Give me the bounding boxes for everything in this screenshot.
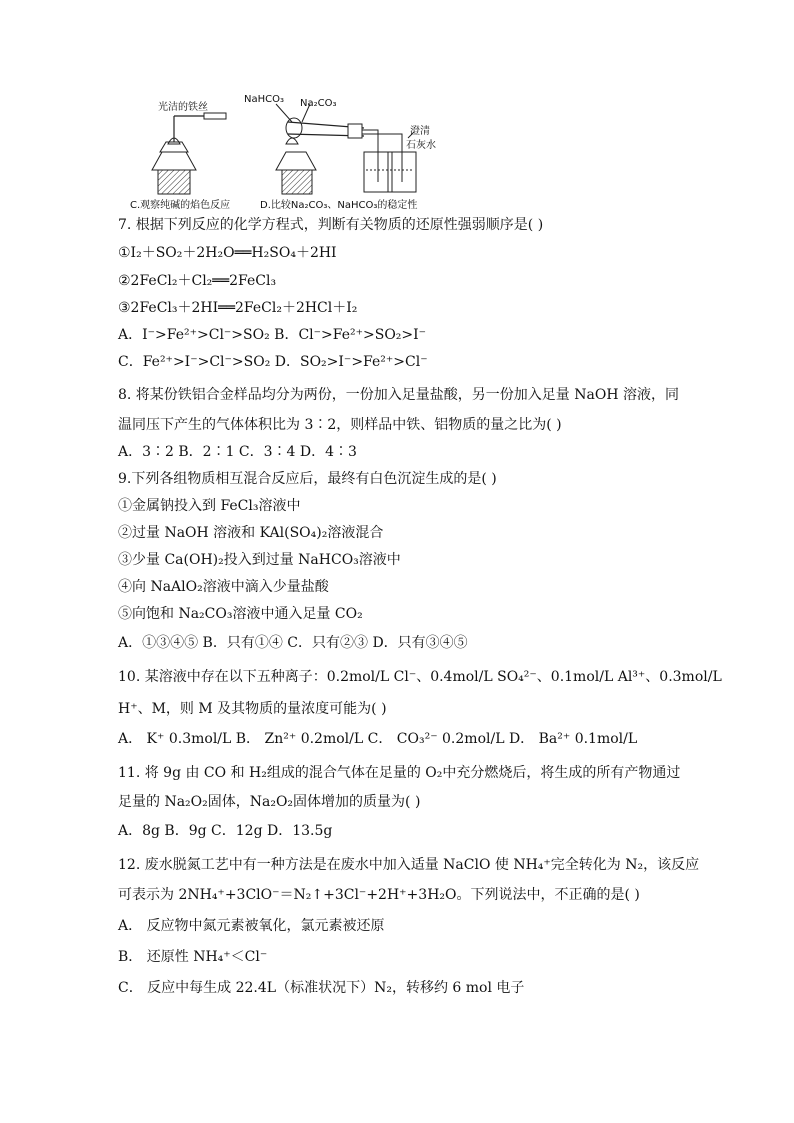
q7-stem: 7. 根据下列反应的化学方程式，判断有关物质的还原性强弱顺序是( ) bbox=[118, 217, 544, 233]
q11-stem-2: 足量的 Na₂O₂固体，Na₂O₂固体增加的质量为( ) bbox=[118, 794, 421, 810]
caption-d: D.比较Na₂CO₃、NaHCO₃的稳定性 bbox=[260, 200, 418, 211]
q9-item-1: ①金属钠投入到 FeCl₃溶液中 bbox=[118, 498, 301, 514]
q9-stem: 9.下列各组物质相互混合反应后，最终有白色沉淀生成的是( ) bbox=[118, 471, 497, 487]
q7-reaction-3: ③2FeCl₃＋2HI══2FeCl₂＋2HCl＋I₂ bbox=[118, 300, 358, 316]
label-nahco3: NaHCO₃ bbox=[244, 94, 284, 105]
apparatus-figure bbox=[116, 92, 436, 211]
label-iron-wire: 光洁的铁丝 bbox=[158, 102, 208, 113]
q10-stem-1: 10. 某溶液中存在以下五种离子：0.2mol/L Cl⁻、0.4mol/L SO₄²⁻、0.1mol/L Al³⁺、0.3mol/L bbox=[118, 669, 722, 685]
q7-options-ab: A．I⁻>Fe²⁺>Cl⁻>SO₂ B．Cl⁻>Fe²⁺>SO₂>I⁻ bbox=[118, 327, 427, 343]
q8-stem-2: 温同压下产生的气体体积比为 3∶2，则样品中铁、铝物质的量之比为( ) bbox=[118, 417, 562, 433]
q11-options: A．8g B．9g C．12g D．13.5g bbox=[118, 823, 333, 839]
flame-test-apparatus bbox=[152, 113, 226, 194]
q12-option-c: C． 反应中每生成 22.4L（标准状况下）N₂，转移约 6 mol 电子 bbox=[118, 980, 525, 996]
q9-item-4: ④向 NaAlO₂溶液中滴入少量盐酸 bbox=[118, 579, 329, 595]
q10-stem-2: H⁺、M，则 M 及其物质的量浓度可能为( ) bbox=[118, 701, 387, 717]
label-limewater-2: 石灰水 bbox=[406, 140, 436, 151]
q9-item-2: ②过量 NaOH 溶液和 KAl(SO₄)₂溶液混合 bbox=[118, 525, 384, 541]
q7-options-cd: C．Fe²⁺>I⁻>Cl⁻>SO₂ D．SO₂>I⁻>Fe²⁺>Cl⁻ bbox=[118, 354, 428, 370]
q9-options: A．①③④⑤ B．只有①④ C．只有②③ D．只有③④⑤ bbox=[118, 635, 468, 651]
q8-options: A．3∶2 B．2∶1 C．3∶4 D．4∶3 bbox=[118, 444, 357, 460]
q9-item-3: ③少量 Ca(OH)₂投入到过量 NaHCO₃溶液中 bbox=[118, 552, 401, 568]
q12-stem-1: 12. 废水脱氮工艺中有一种方法是在废水中加入适量 NaClO 使 NH₄⁺完全转化为 N₂，该反应 bbox=[118, 857, 700, 873]
q7-reaction-1: ①I₂＋SO₂＋2H₂O══H₂SO₄＋2HI bbox=[118, 245, 337, 261]
q12-stem-2: 可表示为 2NH₄⁺+3ClO⁻＝N₂↑+3Cl⁻+2H⁺+3H₂O。下列说法中，不正确的是( ) bbox=[118, 887, 640, 903]
q10-options: A． K⁺ 0.3mol/L B． Zn²⁺ 0.2mol/L C． CO₃²⁻ 0.2mol/L D． Ba²⁺ 0.1mol/L bbox=[118, 731, 638, 747]
label-na2co3: Na₂CO₃ bbox=[300, 98, 337, 109]
caption-c: C.观察纯碱的焰色反应 bbox=[130, 200, 231, 211]
stability-apparatus bbox=[276, 104, 416, 194]
q9-item-5: ⑤向饱和 Na₂CO₃溶液中通入足量 CO₂ bbox=[118, 606, 363, 622]
q11-stem-1: 11. 将 9g 由 CO 和 H₂组成的混合气体在足量的 O₂中充分燃烧后，将生成的所有产物通过 bbox=[118, 765, 681, 781]
q8-stem-1: 8. 将某份铁铝合金样品均分为两份，一份加入足量盐酸，另一份加入足量 NaOH 溶液，同 bbox=[118, 387, 679, 403]
q12-option-b: B． 还原性 NH₄⁺＜Cl⁻ bbox=[118, 949, 268, 965]
q7-reaction-2: ②2FeCl₂＋Cl₂══2FeCl₃ bbox=[118, 273, 277, 289]
q12-option-a: A． 反应物中氮元素被氧化，氯元素被还原 bbox=[118, 918, 385, 934]
label-limewater-1: 澄清 bbox=[410, 126, 430, 137]
